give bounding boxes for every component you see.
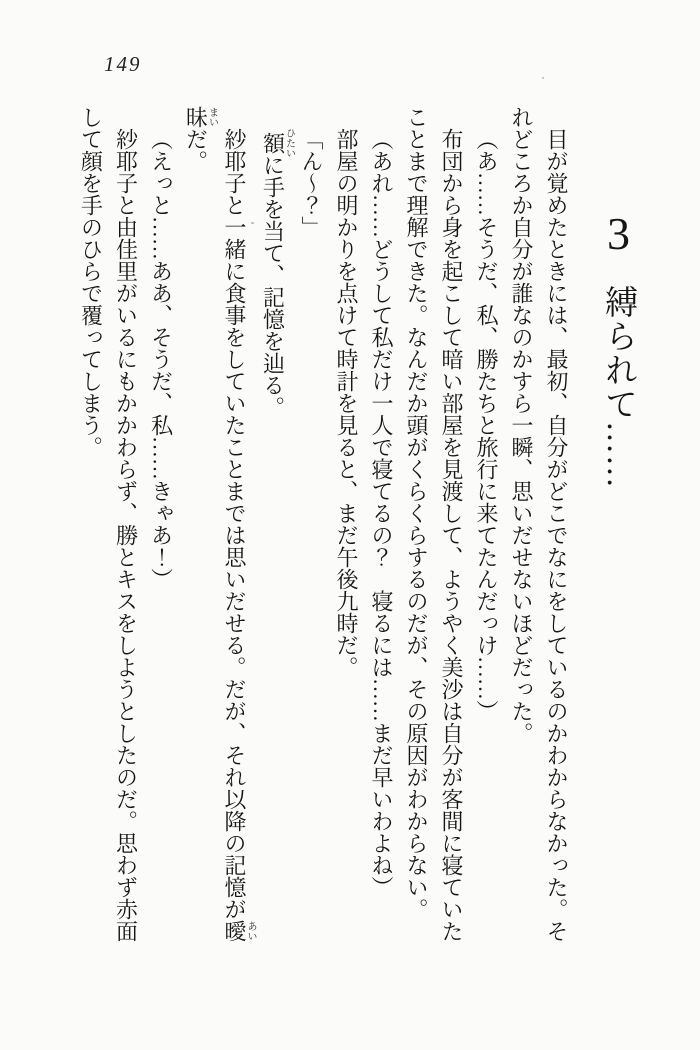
text-column: ことまで理解できた。なんだか頭がくらくらするのだが、その原因がわからない。 xyxy=(404,106,429,920)
text-column: （あれ……どうして私だけ一人で寝てるの？ 寝るには……まだ早いわよね） xyxy=(369,128,394,898)
text-column: 紗耶子と一緒に食事をしていたことまでは思いだせる。だが、それ以降の記憶が曖あい xyxy=(222,128,256,942)
text-column: れどころか自分が誰なのかすら一瞬、思いだせないほどだった。 xyxy=(509,106,534,744)
furigana: 額ひたい xyxy=(260,128,295,158)
page-number: 149 xyxy=(104,52,142,76)
text-column: 部屋の明かりを点けて時計を見ると、まだ午後九時だ。 xyxy=(334,128,359,678)
text-column: 布団から身を起こして暗い部屋を見渡して、ようやく美沙は自分が客間に寝ていた xyxy=(439,128,464,942)
scan-speck xyxy=(542,77,544,79)
text-column: して顔を手のひらで覆ってしまう。 xyxy=(78,106,104,458)
text-column: 「ん〜？」 xyxy=(299,128,324,238)
text-column: （あ……そうだ、私、勝たちと旅行に来てたんだっけ……） xyxy=(474,128,499,722)
furigana: 曖あい xyxy=(222,920,256,942)
furigana: 昧まい xyxy=(183,106,218,128)
text-column: （えっと……ああ、そうだ、私……きゃあ！） xyxy=(148,128,174,590)
text-column: 紗耶子と由佳里がいるにもかかわらず、勝とキスをしようとしたのだ。思わず赤面 xyxy=(113,128,139,942)
chapter-title xyxy=(593,208,644,489)
text-column: 額ひたいに手を当て、記憶を辿る。 xyxy=(260,128,295,418)
body-text xyxy=(78,106,574,942)
chapter-number: 3 xyxy=(593,208,644,259)
chapter-name: 縛られて…… xyxy=(600,285,636,489)
text-column: 目が覚めたときには、最初、自分がどこでなにをしているのかわからなかった。そ xyxy=(544,128,569,942)
text-column: 昧まいだ。 xyxy=(183,106,218,172)
